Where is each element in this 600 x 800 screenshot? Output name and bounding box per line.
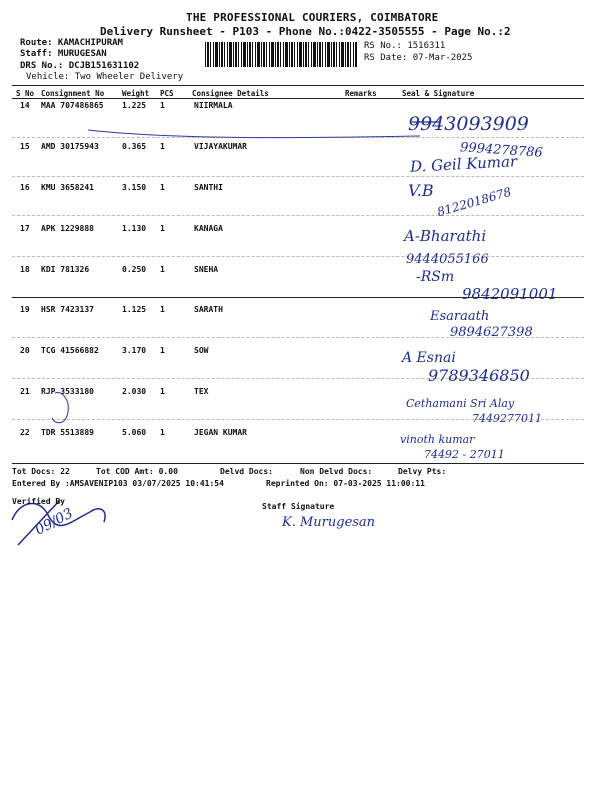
row-pcs: 1 (160, 101, 165, 110)
col-consignee: Consignee Details (192, 89, 269, 98)
row-sno: 18 (20, 265, 30, 274)
handwritten-sig16-phone: 8122018678 (435, 184, 513, 220)
handwritten-sig16-name: V.B (408, 181, 434, 200)
vehicle-label: Vehicle: Two Wheeler Delivery (26, 72, 184, 82)
row-weight: 1.130 (122, 224, 147, 233)
handwritten-sig20-name: A Esnai (402, 350, 456, 366)
rs-number: RS No.: 1516311 (364, 41, 446, 51)
row-consignment: TCG 41566882 (41, 346, 99, 355)
row-pcs: 1 (160, 183, 165, 192)
handwritten-sig18-phone: 9444055166 (406, 252, 489, 267)
row-pcs: 1 (160, 346, 165, 355)
row-consignment: KMU 3658241 (41, 183, 94, 192)
row-consignment: AMD 30175943 (41, 142, 99, 151)
runsheet-title: Delivery Runsheet - P103 - Phone No.:0422-3505555 - Page No.:2 (100, 25, 511, 38)
total-docs: Tot Docs: 22 (12, 467, 70, 476)
row-sno: 15 (20, 142, 30, 151)
col-remarks: Remarks (345, 89, 377, 98)
handwritten-sig15-phone: 9994278786 (459, 140, 544, 161)
handwritten-sig14: 9943093909 (408, 113, 529, 135)
row-consignee: SARATH (194, 305, 223, 314)
row-consignee: JEGAN KUMAR (194, 428, 247, 437)
row-weight: 5.060 (122, 428, 147, 437)
handwritten-sig22-name: vinoth kumar (400, 433, 475, 446)
row-weight: 1.225 (122, 101, 147, 110)
row-weight: 0.250 (122, 265, 147, 274)
row-consignee: SANTHI (194, 183, 223, 192)
col-pcs: PCS (160, 89, 174, 98)
total-cod-amount: Tot COD Amt: 0.00 (96, 467, 178, 476)
row-pcs: 1 (160, 224, 165, 233)
handwritten-sig21-name: Cethamani Sri Alay (406, 397, 515, 410)
row-sno: 14 (20, 101, 30, 110)
row-consignee: SNEHA (194, 265, 219, 274)
row-weight: 0.365 (122, 142, 147, 151)
row-weight: 2.030 (122, 387, 147, 396)
handwritten-sig19-phone: 9842091001 (462, 285, 558, 303)
row-weight: 3.170 (122, 346, 147, 355)
row-consignment: MAA 707486865 (41, 101, 104, 110)
row-pcs: 1 (160, 142, 165, 151)
staff-label: Staff: MURUGESAN (20, 49, 107, 59)
company-name: THE PROFESSIONAL COURIERS, COIMBATORE (186, 11, 439, 24)
reprinted-on: Reprinted On: 07-03-2025 11:00:11 (266, 479, 425, 488)
handwritten-sig22-phone: 74492 - 27011 (424, 448, 505, 461)
verified-by-label: Verified By (12, 497, 65, 506)
row-weight: 3.150 (122, 183, 147, 192)
row-sno: 20 (20, 346, 30, 355)
row-consignment: TDR 5513889 (41, 428, 94, 437)
row-consignee: NIIRMALA (194, 101, 233, 110)
row-sno: 21 (20, 387, 30, 396)
row-consignment: HSR 7423137 (41, 305, 94, 314)
delivered-docs: Delvd Docs: (220, 467, 273, 476)
handwritten-sig15-name: D. Geil Kumar (409, 152, 518, 176)
handwritten-sig17: A-Bharathi (404, 227, 487, 245)
row-consignee: SOW (194, 346, 209, 355)
col-weight: Weight (122, 89, 150, 98)
row-sno: 22 (20, 428, 30, 437)
staff-signature: K. Murugesan (282, 515, 376, 530)
staff-signature-label: Staff Signature (262, 502, 335, 511)
handwritten-sig18-name: -RSm (416, 269, 455, 285)
handwritten-sig21-phone: 7449277011 (472, 412, 542, 425)
entered-by: Entered By :AMSAVENIP103 03/07/2025 10:41:54 (12, 479, 224, 488)
col-sno: S No (16, 89, 35, 98)
non-delivered-docs: Non Delvd Docs: (300, 467, 373, 476)
row-consignee: TEX (194, 387, 209, 396)
handwritten-sig19-name: Esaraath (430, 309, 490, 324)
row-consignment: APK 1229888 (41, 224, 94, 233)
row-pcs: 1 (160, 428, 165, 437)
row-sno: 19 (20, 305, 30, 314)
delivery-points: Delvy Pts: (398, 467, 447, 476)
row-consignee: VIJAYAKUMAR (194, 142, 247, 151)
row-sno: 17 (20, 224, 30, 233)
row-consignment: RJP 3533180 (41, 387, 94, 396)
row-consignee: KANAGA (194, 224, 223, 233)
handwritten-sig20-phone: 9789346850 (428, 366, 530, 385)
drs-number: DRS No.: DCJB151631102 (20, 61, 140, 71)
route-label: Route: KAMACHIPURAM (20, 38, 123, 48)
row-pcs: 1 (160, 265, 165, 274)
row-consignment: KDI 781326 (41, 265, 90, 274)
col-signature: Seal & Signature (402, 89, 475, 98)
row-pcs: 1 (160, 305, 165, 314)
verifier-signature: 09/03 (32, 505, 76, 539)
col-consignment: Consignment No (41, 89, 105, 98)
row-sno: 16 (20, 183, 30, 192)
handwritten-sig19-phone2: 9894627398 (450, 325, 533, 340)
row-weight: 1.125 (122, 305, 147, 314)
row-pcs: 1 (160, 387, 165, 396)
rs-date: RS Date: 07-Mar-2025 (364, 53, 473, 63)
